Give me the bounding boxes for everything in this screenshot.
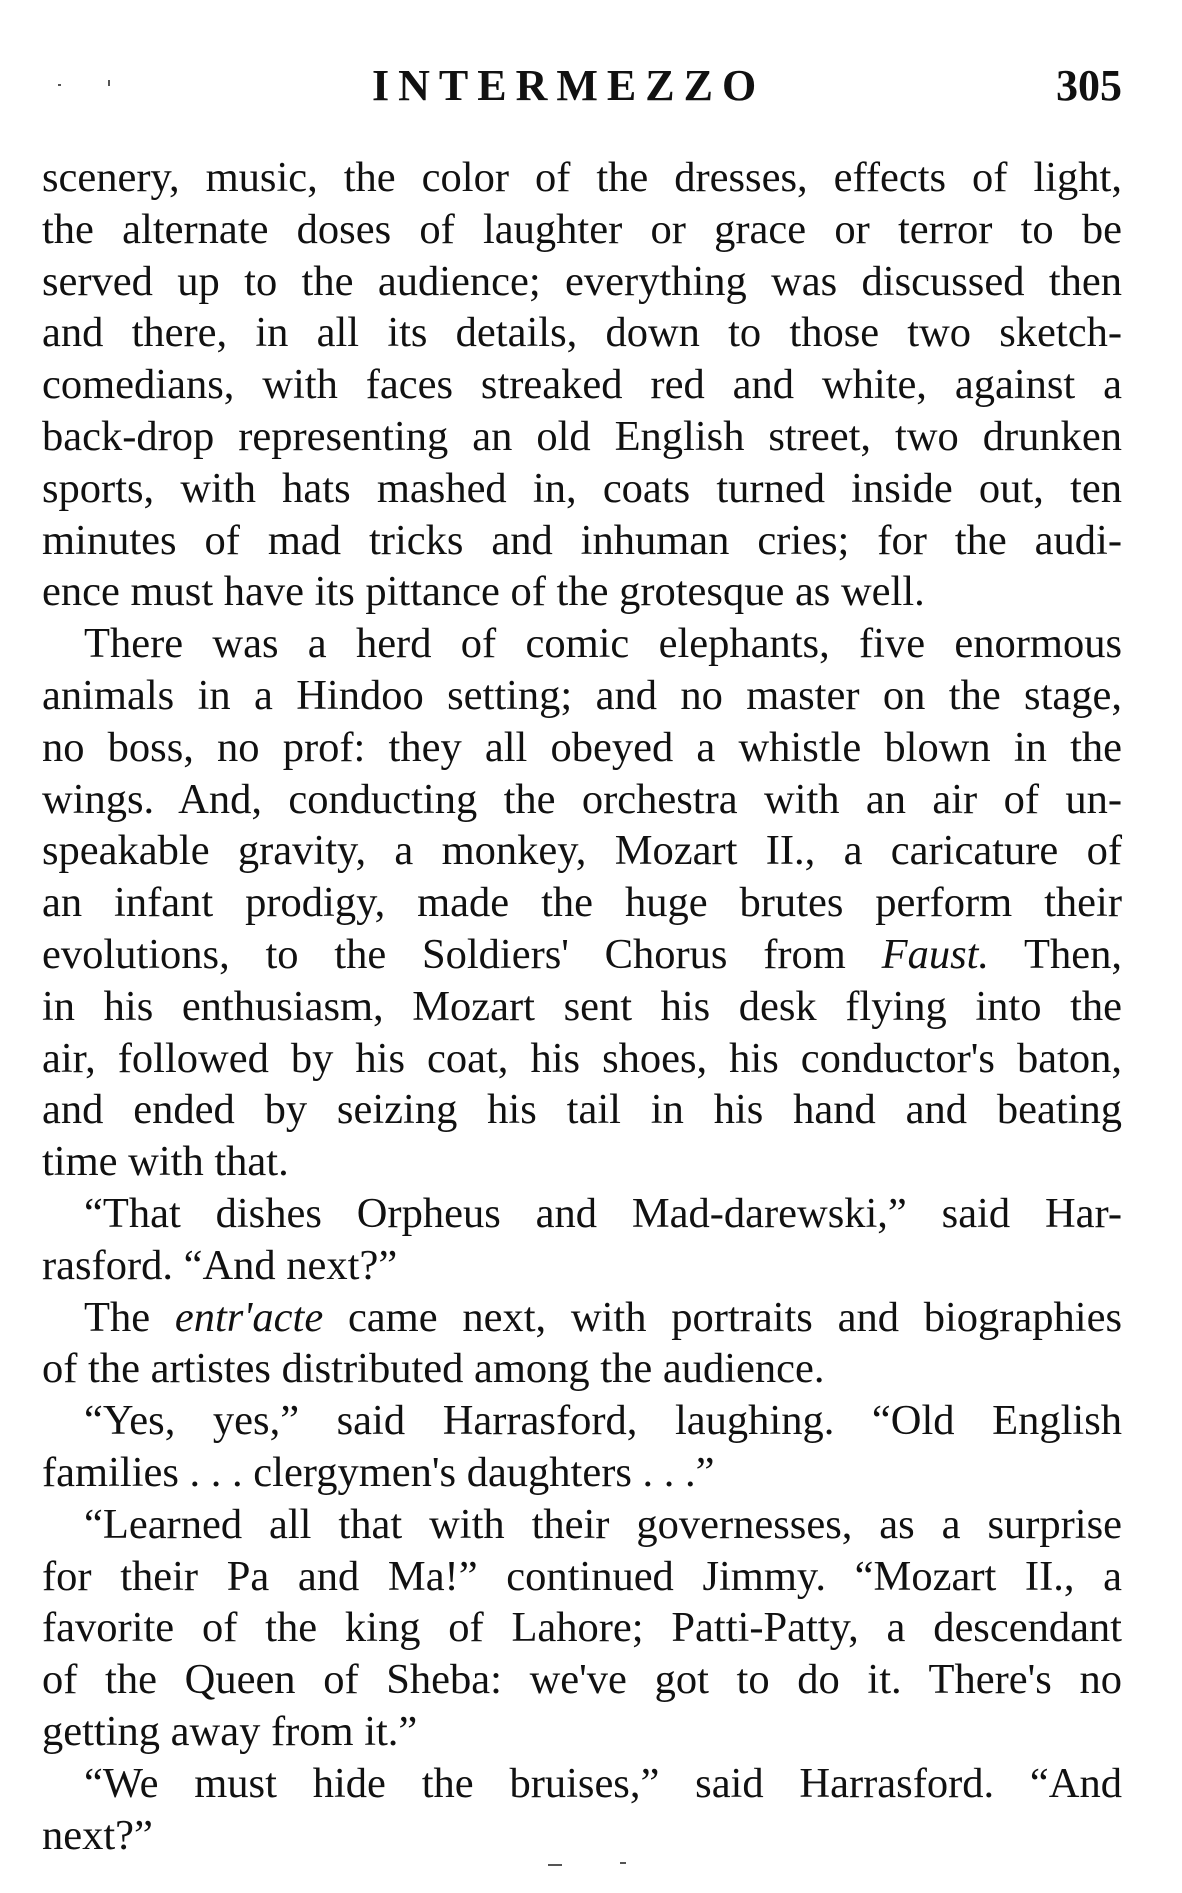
italic-text-run: entr'acte — [174, 1293, 324, 1341]
text-run: air, followed by his coat, his shoes, his conductor's baton, — [42, 1034, 1122, 1082]
text-run: “Yes, yes,” said Harrasford, laughing. “Old English — [84, 1397, 1122, 1445]
text-run: ence must have its pittance of the grotesque as well. — [42, 568, 925, 616]
running-head: INTERMEZZO — [372, 61, 766, 110]
text-line — [42, 463, 1122, 515]
text-line — [42, 1292, 1122, 1344]
text-line — [42, 1706, 1122, 1758]
text-run: next?” — [42, 1811, 153, 1859]
text-run: of the Queen of Sheba: we've got to do it. There's no — [42, 1656, 1122, 1704]
text-run: favorite of the king of Lahore; Patti-Patty, a descendant — [42, 1604, 1122, 1652]
text-run: came next, with portraits and biographies — [323, 1293, 1122, 1341]
text-line — [42, 981, 1122, 1033]
text-line — [42, 1343, 1122, 1395]
text-run: an infant prodigy, made the huge brutes perform their — [42, 879, 1122, 927]
print-speck — [548, 1864, 562, 1866]
text-run: the alternate doses of laughter or grace or terror to be — [42, 205, 1122, 253]
text-line — [42, 877, 1122, 929]
text-line — [42, 1240, 1122, 1292]
text-run: no boss, no prof: they all obeyed a whistle blown in the — [42, 723, 1122, 771]
text-run: minutes of mad tricks and inhuman cries; for the audi- — [42, 516, 1122, 564]
text-line — [42, 515, 1122, 567]
paragraph — [42, 1188, 1122, 1292]
text-run: “We must hide the bruises,” said Harrasford. “And — [84, 1759, 1122, 1807]
text-run: served up to the audience; everything was discussed then — [42, 257, 1122, 305]
paragraph — [42, 618, 1122, 1188]
text-run: The — [84, 1293, 175, 1341]
text-line — [42, 1654, 1122, 1706]
text-run: of the artistes distributed among the audience. — [42, 1345, 825, 1393]
text-line — [42, 256, 1122, 308]
text-run: rasford. “And next?” — [42, 1241, 398, 1289]
text-line — [42, 774, 1122, 826]
text-line — [42, 1758, 1122, 1810]
text-run: time with that. — [42, 1138, 289, 1186]
text-run: scenery, music, the color of the dresses, effects of light, — [42, 154, 1122, 201]
text-line — [42, 1136, 1122, 1188]
text-run: There was a herd of comic elephants, five enormous — [84, 620, 1122, 668]
text-run: speakable gravity, a monkey, Mozart II., a caricature of — [42, 827, 1122, 875]
text-line — [42, 566, 1122, 618]
text-run: and ended by seizing his tail in his hand and beating — [42, 1086, 1122, 1134]
text-run: animals in a Hindoo setting; and no master on the stage, — [42, 671, 1122, 719]
text-line — [42, 204, 1122, 256]
text-run: sports, with hats mashed in, coats turned inside out, ten — [42, 464, 1122, 512]
text-line — [42, 1810, 1122, 1862]
text-run: in his enthusiasm, Mozart sent his desk flying into the — [42, 982, 1122, 1030]
body-text — [42, 152, 1122, 1861]
text-line — [42, 722, 1122, 774]
paragraph — [42, 1292, 1122, 1396]
italic-text-run: Faust. — [881, 930, 990, 978]
paragraph — [42, 1395, 1122, 1499]
text-line — [42, 411, 1122, 463]
text-line — [42, 670, 1122, 722]
text-line — [42, 307, 1122, 359]
paragraph — [42, 1758, 1122, 1862]
text-line — [42, 1033, 1122, 1085]
text-line — [42, 618, 1122, 670]
text-run: back-drop representing an old English street, two drunken — [42, 412, 1122, 460]
text-run: Then, — [989, 930, 1122, 978]
text-line — [42, 1395, 1122, 1447]
text-line — [42, 1447, 1122, 1499]
text-line — [42, 1602, 1122, 1654]
text-run: “That dishes Orpheus and Mad-darewski,” said Har- — [84, 1189, 1122, 1237]
text-line — [42, 1499, 1122, 1551]
text-run: getting away from it.” — [42, 1707, 418, 1755]
text-run: evolutions, to the Soldiers' Chorus from — [42, 930, 882, 978]
print-speck — [108, 80, 110, 86]
text-line — [42, 825, 1122, 877]
text-run: for their Pa and Ma!” continued Jimmy. “Mozart II., a — [42, 1552, 1122, 1600]
paragraph — [42, 1499, 1122, 1758]
text-run: comedians, with faces streaked red and white, against a — [42, 361, 1122, 409]
text-line — [42, 1551, 1122, 1603]
paragraph — [42, 152, 1122, 618]
text-run: wings. And, conducting the orchestra with an air of un- — [42, 775, 1122, 823]
text-line — [42, 359, 1122, 411]
text-line — [42, 929, 1122, 981]
text-run: families . . . clergymen's daughters . . .” — [42, 1448, 715, 1496]
print-speck — [58, 84, 61, 86]
text-run: and there, in all its details, down to those two sketch- — [42, 309, 1122, 357]
text-line — [42, 1188, 1122, 1240]
text-line — [42, 1084, 1122, 1136]
page-header — [42, 56, 1122, 116]
print-speck — [620, 1862, 626, 1864]
text-line — [42, 152, 1122, 204]
page-number: 305 — [1056, 61, 1122, 110]
text-run: “Learned all that with their governesses, as a surprise — [84, 1500, 1122, 1548]
